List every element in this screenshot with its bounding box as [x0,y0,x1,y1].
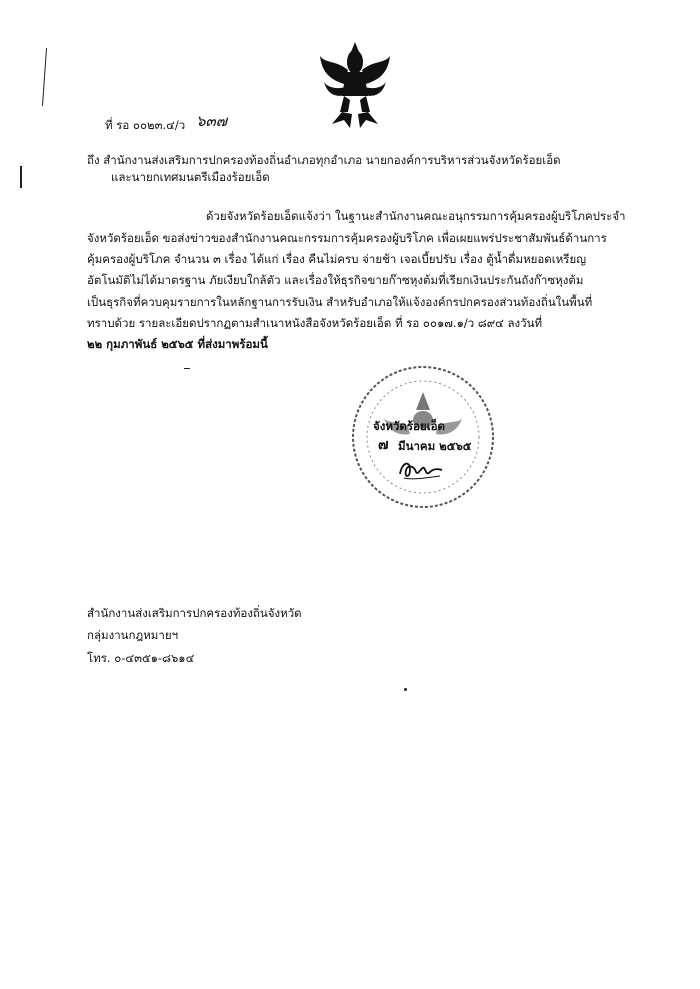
recipient-line: และนายกเทศมนตรีเมืองร้อยเอ็ด [111,170,270,184]
office-name: สำนักงานส่งเสริมการปกครองท้องถิ่นจังหวัด [87,606,302,620]
body-paragraph-line: ด้วยจังหวัดร้อยเอ็ดแจ้งว่า ในฐานะสำนักงานคณะอนุกรรมการคุ้มครองผู้บริโภคประจำ [206,209,626,223]
scan-mark [42,48,47,106]
body-paragraph-line: ทราบด้วย รายละเอียดปรากฏตามสำเนาหนังสือจังหวัดร้อยเอ็ด ที่ รอ ๐๐๑๗.๑/ว ๘๙๔ ลงวันที่ [87,316,543,330]
reference-number: ที่ รอ ๐๐๒๓.๔/ว [105,118,186,132]
body-paragraph-line: จังหวัดร้อยเอ็ด ขอส่งข่าวของสำนักงานคณะกรรมการคุ้มครองผู้บริโภค เพื่อเผยแพร่ประชาสัมพันธ์ด้านการ [87,231,607,245]
scan-mark [20,166,22,188]
phone-number: โทร. ๐-๔๓๕๑-๘๖๑๔ [87,651,195,665]
date-day: ๗ [378,437,389,453]
body-paragraph-line: คุ้มครองผู้บริโภค จำนวน ๓ เรื่อง ได้แก่ เรื่อง คืนไม่ครบ จ่ายช้า เจอเบี้ยปรับ เรื่อง ตู้น้ำดื่มหยอดเหรียญ [87,252,586,266]
official-seal-icon [348,362,498,512]
scan-mark [184,368,190,369]
date-month-year: มีนาคม ๒๕๖๕ [398,439,472,453]
garuda-emblem-icon [318,40,392,132]
recipient-line: ถึง สำนักงานส่งเสริมการปกครองท้องถิ่นอำเภอทุกอำเภอ นายกองค์การบริหารส่วนจังหวัดร้อยเอ็ด [87,153,561,167]
body-paragraph-line: ๒๒ กุมภาพันธ์ ๒๕๖๕ ที่ส่งมาพร้อมนี้ [87,337,268,351]
reference-handwritten: ๖๓๗ [196,112,228,130]
province-name: จังหวัดร้อยเอ็ด [373,419,445,433]
scan-mark [404,688,407,691]
body-paragraph-line: อัตโนมัติไม่ได้มาตรฐาน ภัยเงียบใกล้ตัว และเรื่องให้ธุรกิจขายก๊าซหุงต้มที่เรียกเงินประกันถังก๊าซหุงต้ม [87,273,584,287]
body-paragraph-line: เป็นธุรกิจที่ควบคุมรายการในหลักฐานการรับเงิน สำหรับอำเภอให้แจ้งองค์กรปกครองส่วนท้องถิ่นในพื้นที่ [87,295,593,309]
group-name: กลุ่มงานกฎหมายฯ [87,628,179,642]
signature-icon [396,456,444,482]
